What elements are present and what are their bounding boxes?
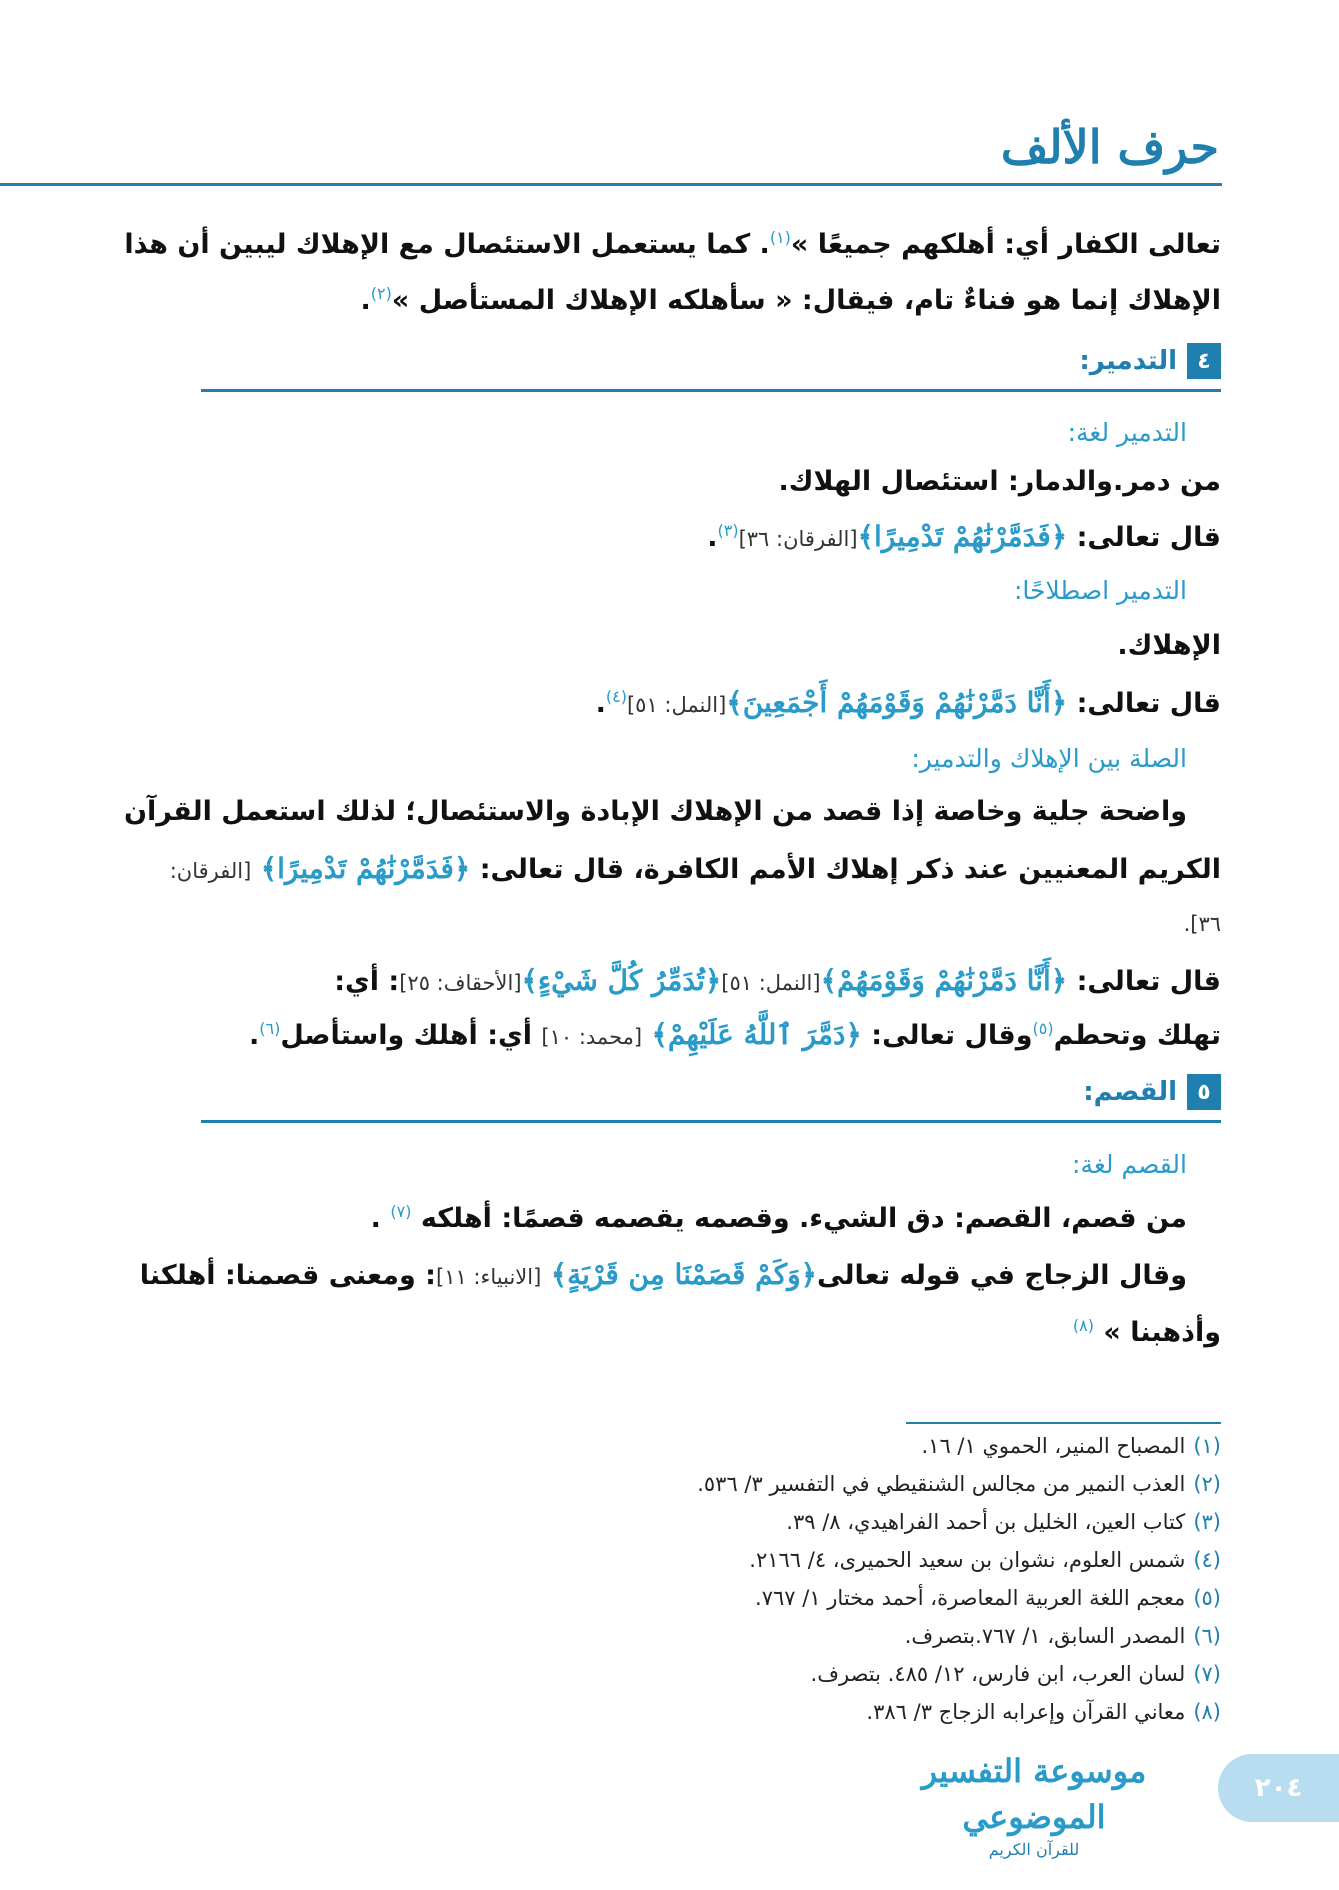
footnote-ref-4[interactable]: (٤) [605,687,627,706]
footnote-ref-6[interactable]: (٦) [259,1019,281,1038]
footnote-ref-8[interactable]: (٨) [1072,1316,1094,1335]
verse-reference: [الانبياء: ١١] [435,1265,542,1289]
verse-line-2: قال تعالى: ﴿أَنَّا دَمَّرْنَٰهُمْ وَقَوْمَهُمْ أَجْمَعِينَ﴾[النمل: ٥١]$^{(٤)}$. [595,686,1221,719]
footnote-item: (٨)معاني القرآن وإعرابه الزجاج ٣/ ٣٨٦. [866,1700,1221,1724]
lugha-text: من دمر.والدمار: استئصال الهلاك. [778,466,1221,497]
section-number-badge: ٥ [1187,1074,1221,1110]
verse-reference: [الفرقان: ٣٦] [738,527,858,551]
quran-verse: ﴿فَدَمَّرْنَٰهُمْ تَدْمِيرًا﴾ [260,852,471,885]
subheading-relation: الصلة بين الإهلاك والتدمير: [911,744,1187,773]
footnote-ref-2[interactable]: (٢) [370,284,392,303]
quran-verse: ﴿تُدَمِّرُ كُلَّ شَيْءٍ﴾ [521,964,722,997]
subheading-lugha: التدمير لغة: [1067,418,1187,447]
section-title: القصم: [1083,1077,1177,1107]
footnote-ref-7[interactable]: (٧) [390,1202,412,1221]
verse-reference: [محمد: ١٠] [541,1025,643,1049]
footnote-item: (١)المصباح المنير، الحموي ١/ ١٦. [921,1434,1221,1458]
footnote-ref-5[interactable]: (٥) [1032,1019,1054,1038]
footnote-item: (٧)لسان العرب، ابن فارس، ١٢/ ٤٨٥. بتصرف. [810,1662,1221,1686]
verse-reference: [الفرقان: [169,859,252,883]
subheading-lugha: القصم لغة: [1072,1150,1187,1179]
quran-verse: ﴿فَدَمَّرْنَٰهُمْ تَدْمِيرًا﴾ [857,520,1068,553]
intro-line-1: تعالى الكفار أي: أهلكهم جميعًا »$^{(١)}$. كما يستعمل الاستئصال مع الإهلاك ليبين أن هذا [124,228,1221,260]
page-number: ٢٠٤ [1254,1773,1303,1803]
section-title: التدمير: [1079,346,1177,376]
section-heading-qasm [1083,1074,1221,1110]
subheading-istilah: التدمير اصطلاحًا: [1014,576,1187,605]
relation-line-2: الكريم المعنيين عند ذكر إهلاك الأمم الكافرة، قال تعالى: ﴿فَدَمَّرْنَٰهُمْ تَدْمِيرًا﴾ [الفرقان: [169,852,1221,885]
verse-reference: [النمل: ٥١] [721,971,821,995]
footnote-item: (٦)المصدر السابق، ١/ ٧٦٧.بتصرف. [904,1624,1221,1648]
zajjaj-line: وقال الزجاج في قوله تعالى﴿وَكَمْ قَصَمْنَا مِن قَرْيَةٍ﴾ [الانبياء: ١١]: ومعنى قصمنا: أهلكنا [139,1258,1187,1291]
zajjaj-line-2: وأذهبنا » $^{(٨)}$ [1072,1316,1221,1348]
quran-verse: ﴿وَكَمْ قَصَمْنَا مِن قَرْيَةٍ﴾ [550,1258,818,1291]
page-header-title: حرف الألف [1000,120,1219,174]
qal-line: قال تعالى: ﴿أَنَّا دَمَّرْنَٰهُمْ وَقَوْمَهُمْ﴾[النمل: ٥١]﴿تُدَمِّرُ كُلَّ شَيْءٍ﴾[الأحقاف: ٢٥]: أي: [334,964,1221,997]
relation-line-1: واضحة جلية وخاصة إذا قصد من الإهلاك الإبادة والاستئصال؛ لذلك استعمل القرآن [123,796,1187,827]
quran-verse: ﴿أَنَّا دَمَّرْنَٰهُمْ وَقَوْمَهُمْ﴾ [820,964,1068,997]
footnote-ref-1[interactable]: (١) [769,228,791,247]
header-rule [0,183,1222,186]
quran-verse: ﴿دَمَّرَ ٱللَّهُ عَلَيْهِمْ﴾ [651,1018,862,1051]
section-heading-tadmir [1079,343,1221,379]
tahlik-line: تهلك وتحطم$^{(٥)}$وقال تعالى: ﴿دَمَّرَ ٱللَّهُ عَلَيْهِمْ﴾ [محمد: ١٠] أي: أهلك واستأصل$^{(٦)}$. [248,1018,1221,1051]
section-number-badge: ٤ [1187,343,1221,379]
footnote-item: (٣)كتاب العين، الخليل بن أحمد الفراهيدي، ٨/ ٣٩. [786,1510,1221,1534]
footnote-rule [906,1422,1221,1424]
relation-ref-end: ٣٦]. [1183,912,1221,936]
verse-reference: [الأحقاف: ٢٥] [399,971,522,995]
footnote-item: (٤)شمس العلوم، نشوان بن سعيد الحميرى، ٤/ ٢١٦٦. [749,1548,1221,1572]
page-number-tab [1218,1754,1339,1822]
istilah-text: الإهلاك. [1117,630,1221,661]
encyclopedia-logo: موسوعة التفسير الموضوعي للقرآن الكريم [921,1752,1147,1859]
intro-line-2: الإهلاك إنما هو فناءٌ تام، فيقال: « سأهلكه الإهلاك المستأصل »$^{(٢)}$. [360,284,1221,316]
section-rule [201,389,1221,392]
qasm-lugha-text: من قصم، القصم: دق الشيء. وقصمه يقصمه قصمًا: أهلكه $^{(٧)}$ . [370,1202,1187,1234]
verse-line-1: قال تعالى: ﴿فَدَمَّرْنَٰهُمْ تَدْمِيرًا﴾[الفرقان: ٣٦]$^{(٣)}$. [707,520,1221,553]
quran-verse: ﴿أَنَّا دَمَّرْنَٰهُمْ وَقَوْمَهُمْ أَجْمَعِينَ﴾ [726,686,1068,719]
section-rule [201,1120,1221,1123]
footnote-item: (٥)معجم اللغة العربية المعاصرة، أحمد مختار ١/ ٧٦٧. [755,1586,1221,1610]
footnote-item: (٢)العذب النمير من مجالس الشنقيطي في التفسير ٣/ ٥٣٦. [697,1472,1221,1496]
footnote-ref-3[interactable]: (٣) [717,521,739,540]
verse-reference: [النمل: ٥١] [626,693,727,717]
